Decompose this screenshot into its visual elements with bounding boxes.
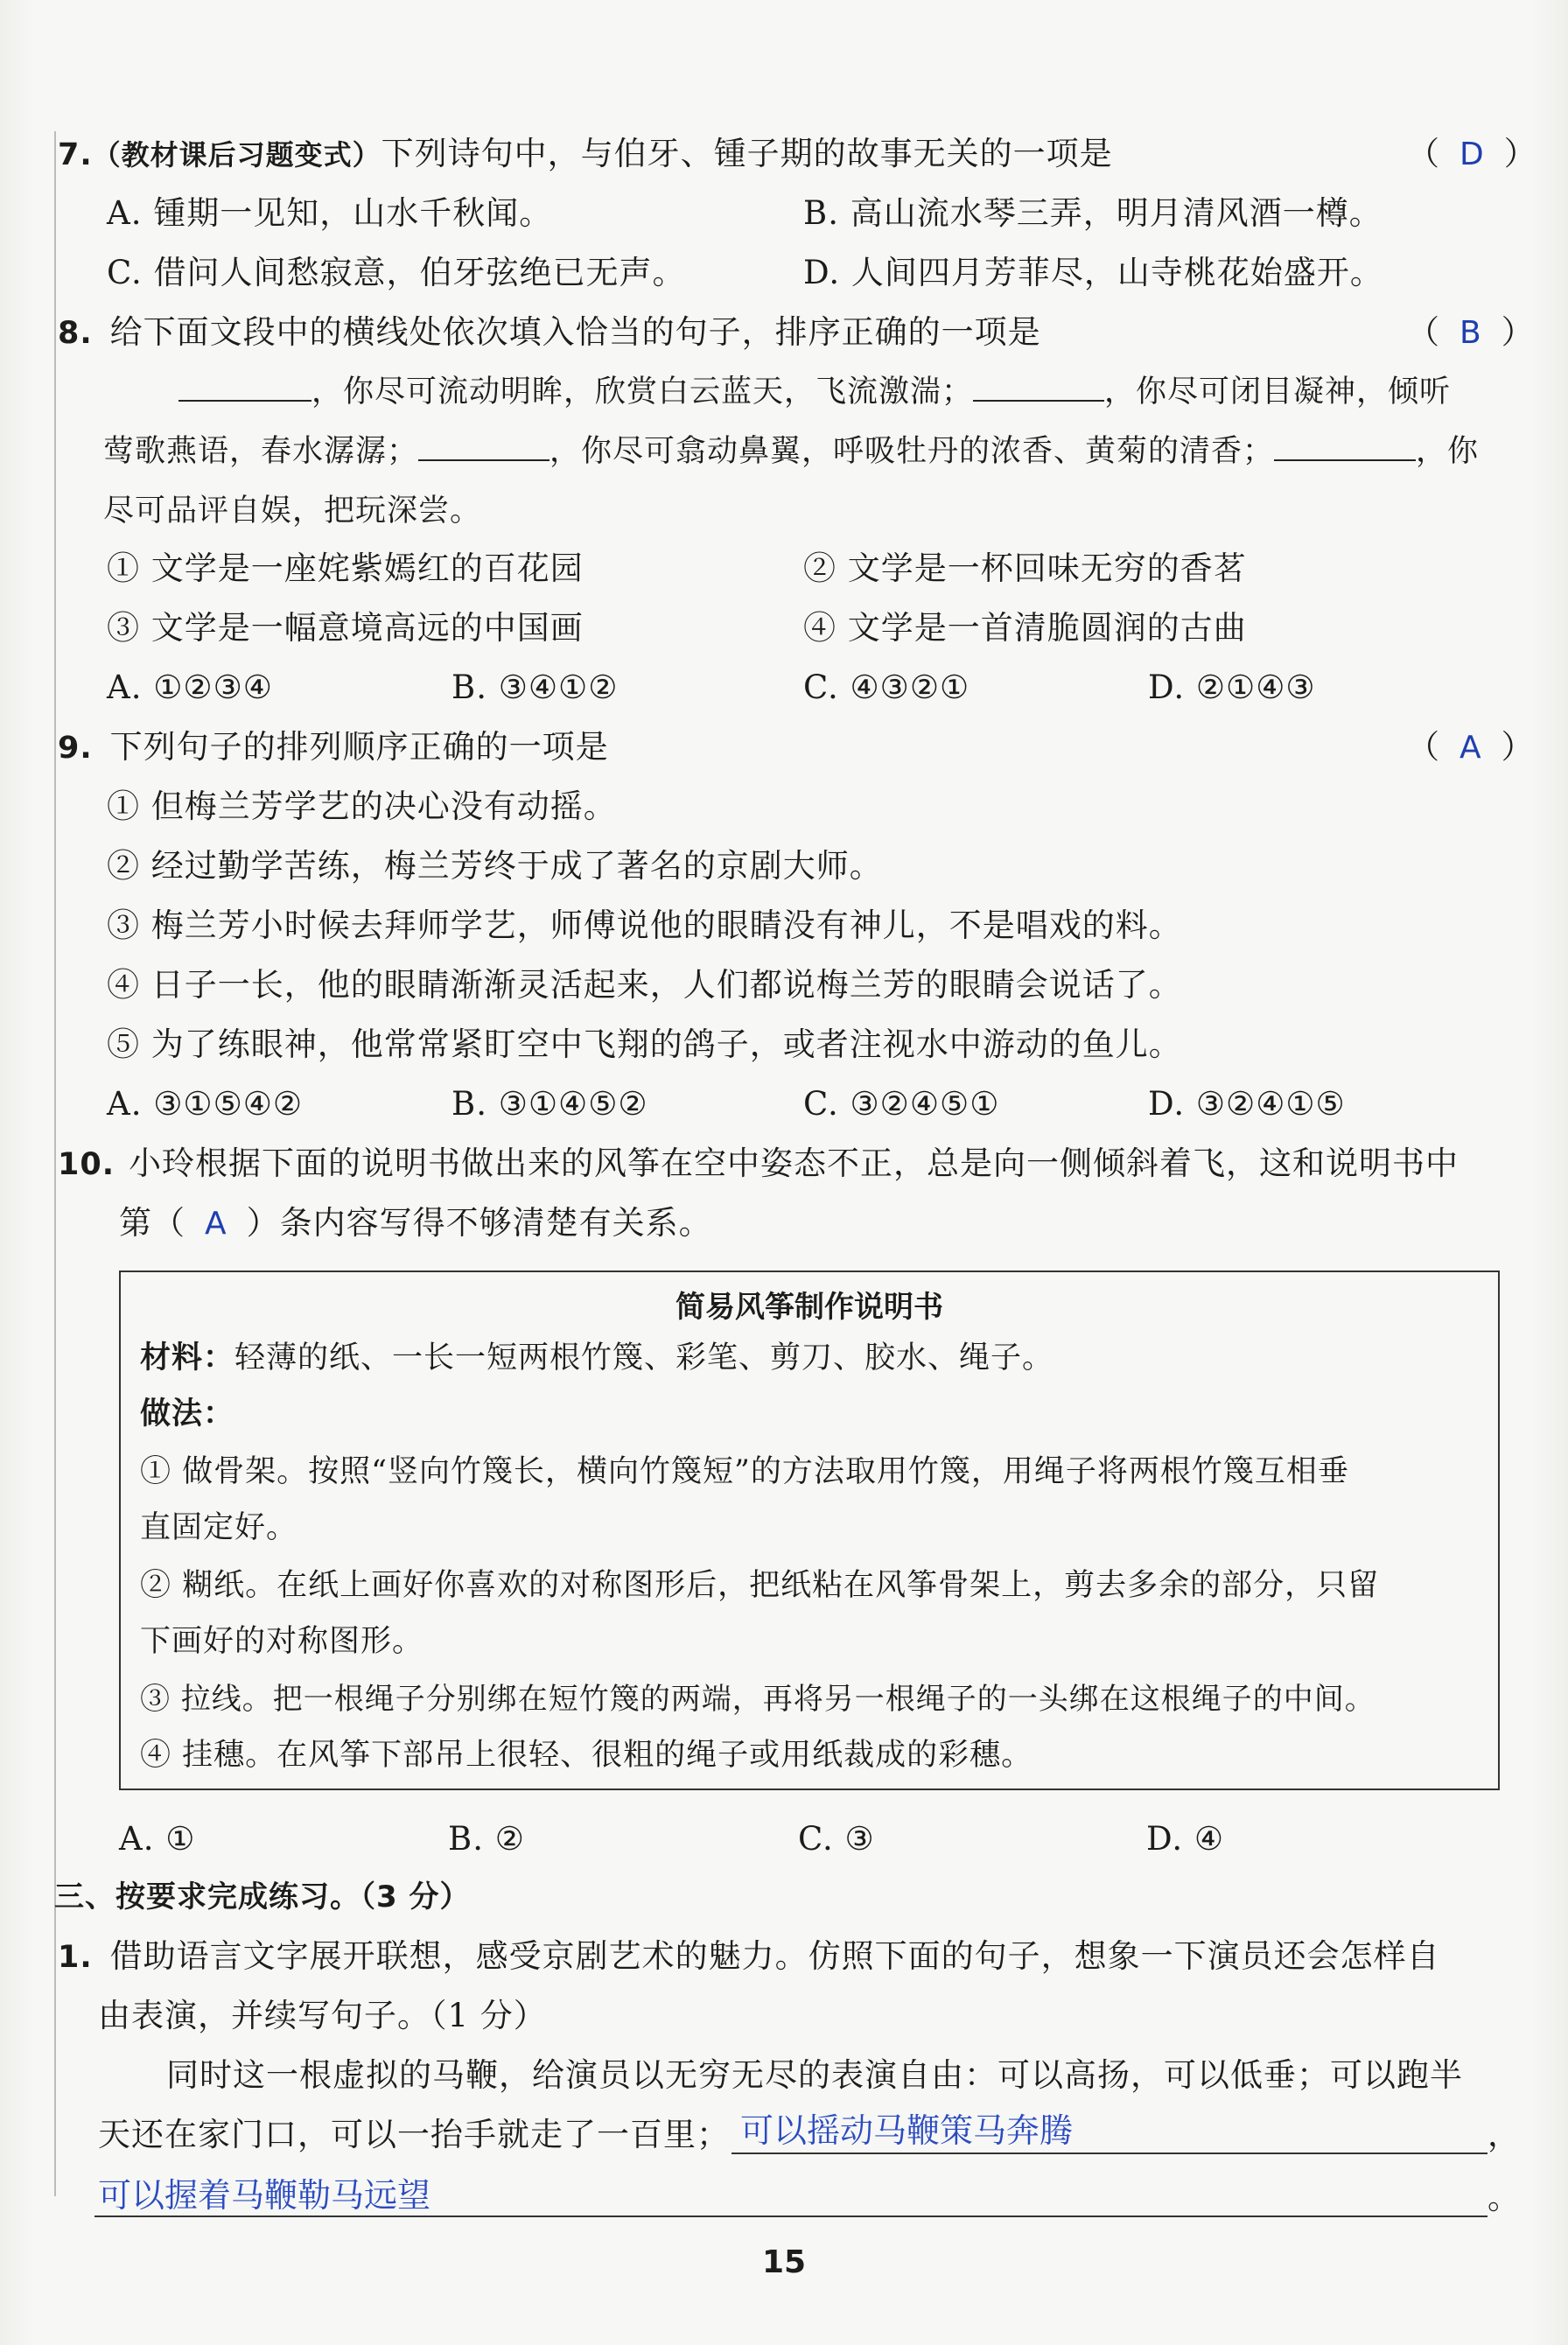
q9-item-2: ② 经过勤学苦练，梅兰芳终于成了著名的京剧大师。 xyxy=(107,847,883,885)
q8-passage-line3: 尽可品评自娱，把玩深尝。 xyxy=(103,494,482,528)
q10-answer: A xyxy=(205,1206,228,1242)
blank-3 xyxy=(418,433,550,461)
box-method-label: 做法： xyxy=(140,1396,235,1432)
box-title: 简易风筝制作说明书 xyxy=(676,1290,943,1325)
s3-para-line1: 同时这一根虚拟的马鞭，给演员以无穷无尽的表演自由：可以高扬，可以低垂；可以跑半 xyxy=(166,2056,1463,2094)
q8-answer-paren: （ B ） xyxy=(1407,313,1535,351)
s3-q1-line2: 由表演，并续写句子。（1 分） xyxy=(98,1997,547,2034)
q9-option-b: B. ③①④⑤② xyxy=(452,1085,648,1123)
q8-passage-line2: 莺歌燕语，春水潺潺； ，你尽可翕动鼻翼，呼吸牡丹的浓香、黄菊的清香； ，你 xyxy=(103,434,1480,469)
q7-answer: D xyxy=(1460,136,1485,172)
answer-line-2 xyxy=(94,2216,1488,2217)
q7-answer-paren: （ D ） xyxy=(1407,135,1537,172)
q8-option-a: A. ①②③④ xyxy=(107,668,273,706)
blank-2 xyxy=(973,374,1104,402)
blank-1 xyxy=(178,374,312,402)
box-step-2a: ② 糊纸。在纸上画好你喜欢的对称图形后，把纸粘在风筝骨架上，剪去多余的部分，只留 xyxy=(140,1568,1380,1603)
blank-4 xyxy=(1274,433,1416,461)
q9-stem: 9. 下列句子的排列顺序正确的一项是 xyxy=(58,728,609,766)
page-number: 15 xyxy=(761,2244,807,2280)
s3-para-line2: 天还在家门口，可以一抬手就走了一百里； xyxy=(98,2116,730,2153)
q9-item-5: ⑤ 为了练眼神，他常常紧盯空中飞翔的鸽子，或者注视水中游动的鱼儿。 xyxy=(107,1026,1182,1063)
q10-option-b: B. ② xyxy=(448,1820,525,1858)
period: 。 xyxy=(1488,2179,1521,2216)
q7-option-b: B. 高山流水琴三弄，明月清风酒一樽。 xyxy=(803,194,1382,232)
q8-option-b: B. ③④①② xyxy=(452,668,619,706)
comma: ， xyxy=(1488,2116,1521,2153)
kite-instructions-box xyxy=(119,1270,1500,1790)
q10-stem-line2: 第（ A ）条内容写得不够清楚有关系。 xyxy=(119,1204,712,1242)
box-step-4: ④ 挂穗。在风筝下部吊上很轻、很粗的绳子或用纸裁成的彩穗。 xyxy=(140,1738,1033,1773)
q9-answer-paren: （ A ） xyxy=(1407,728,1535,766)
q9-option-d: D. ③②④①⑤ xyxy=(1148,1085,1346,1123)
box-materials: 材料：轻薄的纸、一长一短两根竹篾、彩笔、剪刀、胶水、绳子。 xyxy=(140,1340,1054,1376)
section-3-title: 三、按要求完成练习。（3 分） xyxy=(54,1880,471,1914)
s3-q1-line1: 1. 借助语言文字展开联想，感受京剧艺术的魅力。仿照下面的句子，想象一下演员还会怎样自 xyxy=(58,1937,1440,1975)
box-step-2b: 下画好的对称图形。 xyxy=(140,1624,424,1659)
q9-item-3: ③ 梅兰芳小时候去拜师学艺，师傅说他的眼睛没有神儿，不是唱戏的料。 xyxy=(107,906,1182,944)
q8-answer: B xyxy=(1460,315,1482,351)
q8-item-3: ③ 文学是一幅意境高远的中国画 xyxy=(107,609,584,647)
answer-line-1 xyxy=(732,2152,1488,2154)
q7-option-d: D. 人间四月芳菲尽，山寺桃花始盛开。 xyxy=(803,254,1383,291)
q7-stem: 7.（教材课后习题变式）下列诗句中，与伯牙、锺子期的故事无关的一项是 xyxy=(58,135,1113,172)
q10-stem-line1: 10. 小玲根据下面的说明书做出来的风筝在空中姿态不正，总是向一侧倾斜着飞，这和说明书中 xyxy=(58,1144,1460,1182)
q8-item-1: ① 文学是一座姹紫嫣红的百花园 xyxy=(107,550,584,587)
handwritten-answer-1: 可以摇动马鞭策马奔腾 xyxy=(740,2111,1074,2150)
box-step-1b: 直固定好。 xyxy=(140,1510,298,1545)
q9-option-a: A. ③①⑤④② xyxy=(107,1085,304,1123)
q10-option-d: D. ④ xyxy=(1146,1820,1225,1858)
q9-answer: A xyxy=(1460,730,1482,766)
q8-option-c: C. ④③②① xyxy=(803,668,970,706)
q8-item-4: ④ 文学是一首清脆圆润的古曲 xyxy=(803,609,1247,647)
q7-option-c: C. 借问人间愁寂意，伯牙弦绝已无声。 xyxy=(107,254,686,291)
q10-option-a: A. ① xyxy=(119,1820,196,1858)
q8-stem: 8. 给下面文段中的横线处依次填入恰当的句子，排序正确的一项是 xyxy=(58,313,1041,351)
q8-option-d: D. ②①④③ xyxy=(1148,668,1316,706)
q9-item-4: ④ 日子一长，他的眼睛渐渐灵活起来，人们都说梅兰芳的眼睛会说话了。 xyxy=(107,966,1182,1004)
q7-option-a: A. 锺期一见知，山水千秋闻。 xyxy=(107,194,553,232)
handwritten-answer-2: 可以握着马鞭勒马远望 xyxy=(98,2176,431,2215)
q8-passage-line1: ，你尽可流动明眸，欣赏白云蓝天，飞流激湍； ，你尽可闭目凝神，倾听 xyxy=(178,373,1451,411)
q10-option-c: C. ③ xyxy=(798,1820,875,1858)
q9-item-1: ① 但梅兰芳学艺的决心没有动摇。 xyxy=(107,788,617,825)
box-step-1a: ① 做骨架。按照“竖向竹篾长，横向竹篾短”的方法取用竹篾，用绳子将两根竹篾互相垂 xyxy=(140,1454,1349,1489)
box-step-3: ③ 拉线。把一根绳子分别绑在短竹篾的两端，再将另一根绳子的一头绑在这根绳子的中间。 xyxy=(140,1682,1376,1717)
q9-option-c: C. ③②④⑤① xyxy=(803,1085,1000,1123)
q8-item-2: ② 文学是一杯回味无穷的香茗 xyxy=(803,550,1247,587)
